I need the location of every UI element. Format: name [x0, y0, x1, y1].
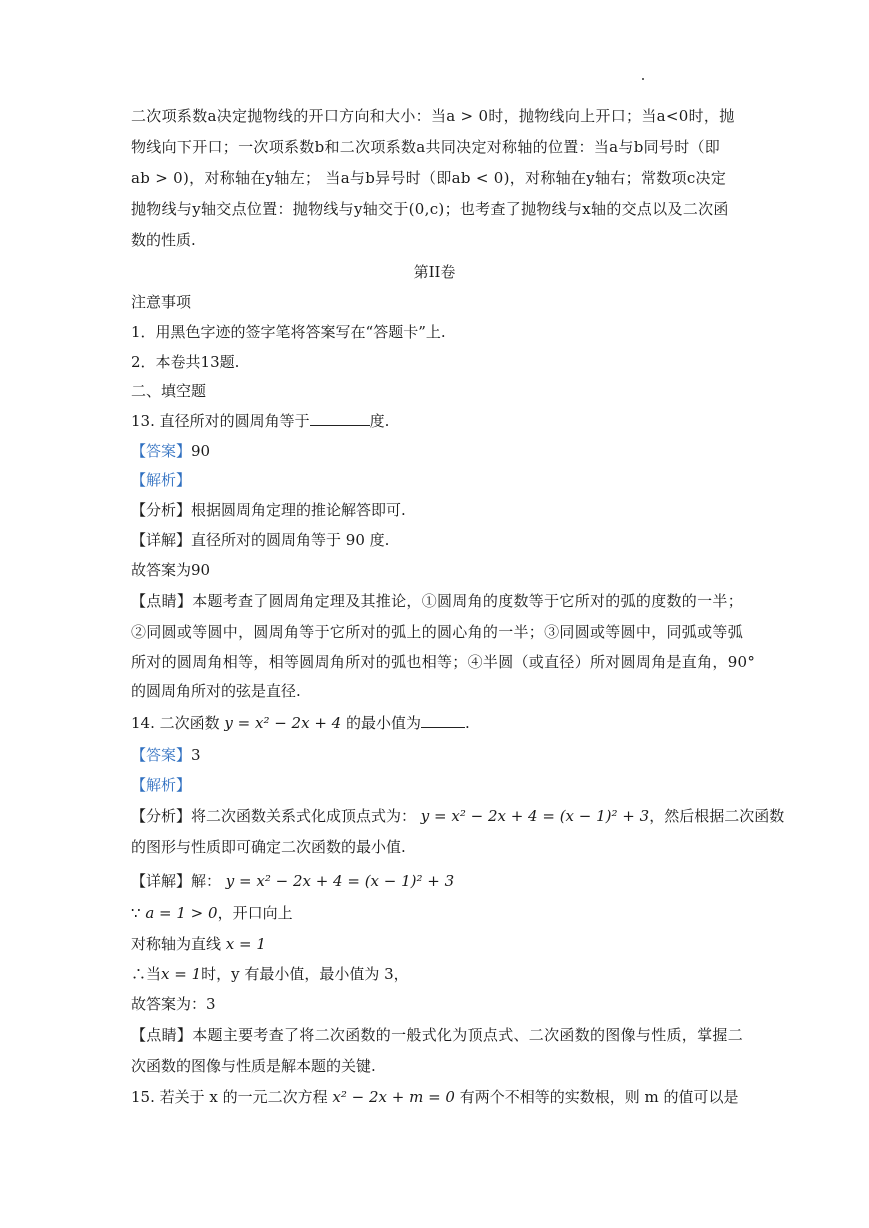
part-heading: 二、填空题 — [131, 382, 207, 400]
q14-answer-blank — [421, 713, 465, 728]
q14-step-2-text: 对称轴为直线 — [131, 935, 222, 953]
q15-question-suffix: 有两个不相等的实数根，则 m 的值可以是 — [459, 1088, 739, 1106]
q15-question-text: 15. 若关于 x 的一元二次方程 — [131, 1088, 328, 1106]
q13-dianjing-2: ②同圆或等圆中，圆周角等于它所对的弧上的圆心角的一半；③同圆或等圆中，同弧或等弧 — [131, 623, 744, 641]
answer-tag: 【答案】 — [131, 442, 192, 460]
q13-fenxi: 【分析】根据圆周角定理的推论解答即可. — [131, 501, 406, 519]
section-title: 第II卷 — [413, 263, 456, 281]
answer-tag: 【答案】 — [131, 746, 192, 764]
notes-item-1: 1．用黑色字迹的签字笔将答案写在“答题卡”上. — [131, 323, 446, 341]
q15-question — [131, 1087, 739, 1107]
q14-fenxi-text: 【分析】将二次函数关系式化成顶点式为： — [131, 807, 417, 825]
q13-question — [131, 411, 389, 431]
q13-question-text: 13. 直径所对的圆周角等于 — [131, 412, 310, 430]
q14-conclusion: 故答案为：3 — [131, 995, 216, 1013]
q14-step-2 — [131, 934, 266, 954]
intro-line-1: 二次项系数a决定抛物线的开口方向和大小：当a > 0时，抛物线向上开口；当a<0时，抛 — [131, 107, 735, 125]
q14-analysis-tag: 【解析】 — [131, 776, 192, 794]
intro-line-3: ab > 0)，对称轴在y轴左； 当a与b异号时（即ab < 0)，对称轴在y轴右；常数项c决定 — [131, 169, 727, 187]
q13-question-suffix: 度. — [369, 412, 390, 430]
q14-dianjing-1: 【点睛】本题主要考查了将二次函数的一般式化为顶点式、二次函数的图像与性质，掌握二 — [131, 1026, 744, 1044]
q13-analysis-tag: 【解析】 — [131, 471, 192, 489]
q14-question-suffix: . — [465, 714, 470, 732]
intro-line-4: 抛物线与y轴交点位置：抛物线与y轴交于(0,c)；也考查了抛物线与x轴的交点以及二次函 — [131, 200, 729, 218]
page-dot-mark — [642, 78, 644, 80]
q13-answer-value: 90 — [191, 442, 211, 460]
intro-line-5: 数的性质. — [131, 231, 196, 249]
q14-dianjing-2: 次函数的图像与性质是解本题的关键. — [131, 1057, 376, 1075]
q14-step-3-text: 时，y 有最小值，最小值为 3， — [201, 965, 409, 983]
q14-step-1-text: ，开口向上 — [217, 904, 293, 922]
q14-step-3-formula: x = 1 — [161, 965, 202, 983]
q14-fenxi — [131, 806, 784, 826]
q14-step-1 — [131, 903, 293, 923]
q14-step-2-formula: x = 1 — [225, 935, 266, 953]
q13-dianjing-3: 所对的圆周角相等，相等圆周角所对的弧也相等；④半圆（或直径）所对圆周角是直角，90° — [131, 653, 756, 671]
q14-xiangjie-text: 【详解】解： — [131, 872, 222, 890]
q13-dianjing-1: 【点睛】本题考查了圆周角定理及其推论，①圆周角的度数等于它所对的弧的度数的一半； — [131, 592, 744, 610]
q14-function-formula: y = x² − 2x + 4 — [224, 714, 342, 732]
q13-dianjing-4: 的圆周角所对的弦是直径. — [131, 682, 301, 700]
q13-answer — [131, 441, 210, 461]
q14-answer-value: 3 — [191, 746, 201, 764]
q14-question-middle: 的最小值为 — [346, 714, 422, 732]
q15-equation: x² − 2x + m = 0 — [332, 1088, 455, 1106]
because-symbol: ∵ — [131, 904, 141, 922]
therefore-symbol: ∴当 — [131, 965, 162, 983]
intro-line-2: 物线向下开口；一次项系数b和二次项系数a共同决定对称轴的位置：当a与b同号时（即 — [131, 138, 721, 156]
notes-heading: 注意事项 — [131, 293, 192, 311]
q14-fenxi-suffix: ，然后根据二次函数 — [649, 807, 785, 825]
q14-step-1-formula: a = 1 > 0 — [145, 904, 218, 922]
q14-question — [131, 713, 470, 733]
q14-answer — [131, 745, 201, 765]
q14-step-3 — [131, 964, 409, 984]
q14-fenxi-2: 的图形与性质即可确定二次函数的最小值. — [131, 838, 406, 856]
q14-question-text: 14. 二次函数 — [131, 714, 220, 732]
q13-conclusion: 故答案为90 — [131, 561, 211, 579]
q14-xiangjie-formula: y = x² − 2x + 4 = (x − 1)² + 3 — [225, 872, 455, 890]
notes-item-2: 2．本卷共13题. — [131, 353, 240, 371]
q13-answer-blank — [310, 411, 370, 426]
q14-xiangjie — [131, 871, 454, 891]
q14-vertex-formula: y = x² − 2x + 4 = (x − 1)² + 3 — [420, 807, 650, 825]
q13-xiangjie: 【详解】直径所对的圆周角等于 90 度. — [131, 531, 390, 549]
